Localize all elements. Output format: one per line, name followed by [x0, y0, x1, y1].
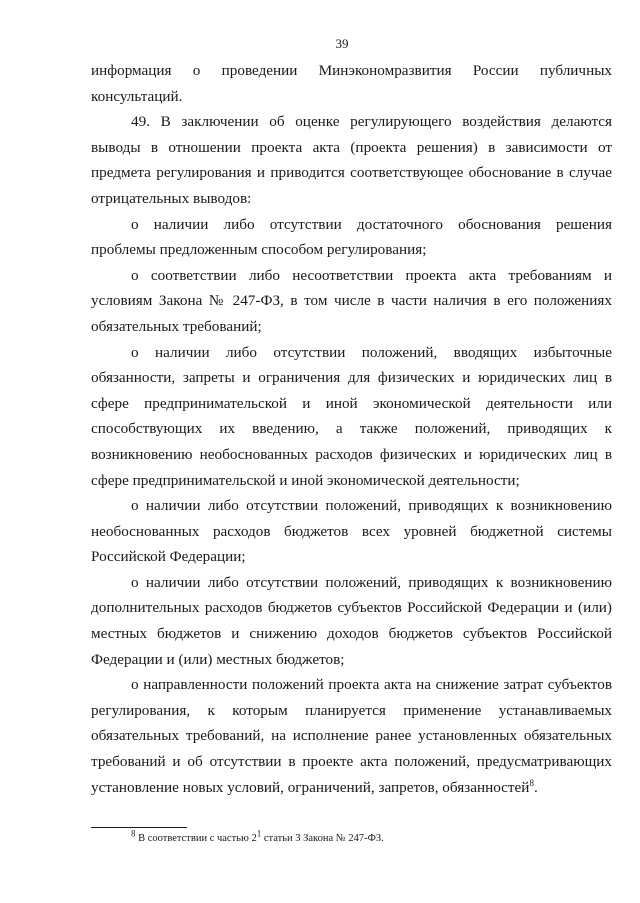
- footnote-reference: 8: [529, 777, 534, 788]
- document-body: [91, 58, 612, 800]
- footnote-separator: [91, 827, 187, 828]
- footnote-mark: 8: [131, 828, 136, 839]
- paragraph-item-cost-reduction: [91, 672, 612, 800]
- footnote-text-end: статьи 3 Закона № 247-ФЗ.: [261, 833, 384, 844]
- page-number: 39: [335, 36, 349, 51]
- paragraph-item-justification: о наличии либо отсутствии достаточного обоснования решения проблемы предложенным способом регулирования;: [91, 215, 612, 259]
- paragraph-item-excessive-obligations: о наличии либо отсутствии положений, вводящих избыточные обязанности, запреты и ограничения для физических и юридических лиц в сфере предпринимательской и иной экономической деятельности или способствующих их введению, а также положений, приводящих к возникновению необоснованных расходов физических и юридических лиц в сфере предпринимательской и иной экономической деятельности;: [91, 343, 612, 489]
- footnote-superscript: 1: [256, 828, 262, 839]
- footnote-text-start: В соответствии с частью 2: [135, 833, 257, 844]
- paragraph-end: .: [533, 778, 538, 796]
- paragraph-text: о направленности положений проекта акта на снижение затрат субъектов регулирования, к которым планируется применение устанавливаемых обязательных требований, на исполнение ранее установленных обязательных требований и об отсутствии в проекте акта положений, предусматривающих установление новых условий, ограничений, запретов, обязанностей: [91, 676, 612, 796]
- paragraph-item-regional-budgets: о наличии либо отсутствии положений, приводящих к возникновению дополнительных расходов бюджетов субъектов Российской Федерации и (или) местных бюджетов и снижению доходов бюджетов субъектов Российской Федерации и (или) местных бюджетов;: [91, 573, 612, 668]
- paragraph-item-budget-expenses: о наличии либо отсутствии положений, приводящих к возникновению необоснованных расходов бюджетов всех уровней бюджетной системы Российской Федерации;: [91, 497, 612, 566]
- paragraph-item-compliance: о соответствии либо несоответствии проекта акта требованиям и условиям Закона № 247-ФЗ, в том числе в части наличия в его положениях обязательных требований;: [91, 266, 612, 335]
- paragraph-49: 49. В заключении об оценке регулирующего воздействия делаются выводы в отношении проекта акта (проекта решения) в зависимости от предмета регулирования и приводится соответствующее обоснование в случае отрицательных выводов:: [91, 113, 612, 207]
- paragraph-continuation: информация о проведении Минэкономразвития России публичных консультаций.: [91, 62, 612, 105]
- footnote: [131, 828, 384, 846]
